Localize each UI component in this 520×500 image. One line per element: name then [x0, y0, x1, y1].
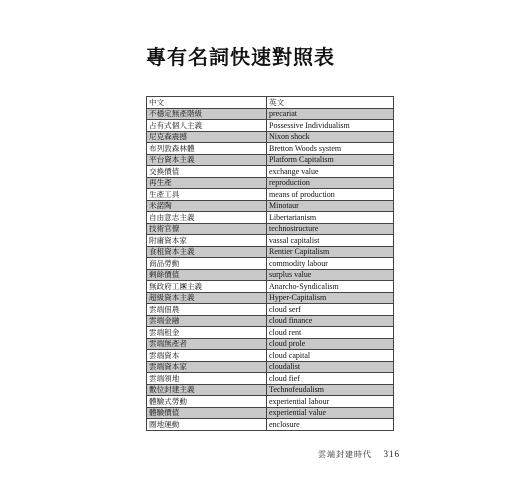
- column-header-english: 英文: [267, 97, 394, 109]
- term-english: experiential labour: [267, 396, 394, 408]
- term-english: Hyper-Capitalism: [267, 292, 394, 304]
- term-chinese: 體驗價值: [147, 407, 267, 419]
- term-chinese: 布列敦森林體: [147, 143, 267, 155]
- term-english: experiential value: [267, 407, 394, 419]
- page-number: 316: [383, 449, 400, 459]
- term-english: technostructure: [267, 223, 394, 235]
- term-english: cloudalist: [267, 361, 394, 373]
- table-row: [147, 223, 394, 235]
- table-row: [147, 154, 394, 166]
- term-english: means of production: [267, 189, 394, 201]
- term-chinese: 交換價值: [147, 166, 267, 178]
- term-chinese: 體驗式勞動: [147, 396, 267, 408]
- term-english: Rentier Capitalism: [267, 246, 394, 258]
- table-row: [147, 131, 394, 143]
- term-chinese: 剩餘價值: [147, 269, 267, 281]
- table-row: [147, 258, 394, 270]
- term-english: cloud prole: [267, 338, 394, 350]
- table-row: [147, 304, 394, 316]
- term-chinese: 商品勞動: [147, 258, 267, 270]
- table-row: [147, 269, 394, 281]
- term-english: Minotaur: [267, 200, 394, 212]
- term-english: Nixon shock: [267, 131, 394, 143]
- term-chinese: 附庸資本家: [147, 235, 267, 247]
- table-header-row: [147, 97, 394, 109]
- term-chinese: 自由意志主義: [147, 212, 267, 224]
- term-chinese: 雲端金融: [147, 315, 267, 327]
- term-english: vassal capitalist: [267, 235, 394, 247]
- term-chinese: 不穩定無產階級: [147, 108, 267, 120]
- term-chinese: 雲端領地: [147, 373, 267, 385]
- term-chinese: 雲端無產者: [147, 338, 267, 350]
- table-row: [147, 143, 394, 155]
- table-row: [147, 292, 394, 304]
- glossary-table: [146, 96, 394, 431]
- table-row: [147, 177, 394, 189]
- term-chinese: 尼克森震撼: [147, 131, 267, 143]
- term-chinese: 無政府工團主義: [147, 281, 267, 293]
- term-chinese: 雲端資本家: [147, 361, 267, 373]
- term-chinese: 超級資本主義: [147, 292, 267, 304]
- table-row: [147, 189, 394, 201]
- page-footer: [318, 449, 400, 460]
- term-chinese: 雲端佃農: [147, 304, 267, 316]
- term-chinese: 再生產: [147, 177, 267, 189]
- table-row: [147, 338, 394, 350]
- table-row: [147, 246, 394, 258]
- term-chinese: 雲端資本: [147, 350, 267, 362]
- term-english: enclosure: [267, 419, 394, 431]
- page-title: 專有名詞快速對照表: [146, 45, 335, 69]
- term-english: Possessive Individualism: [267, 120, 394, 132]
- term-english: exchange value: [267, 166, 394, 178]
- term-chinese: 米諾陶: [147, 200, 267, 212]
- term-chinese: 數位封建主義: [147, 384, 267, 396]
- term-english: cloud capital: [267, 350, 394, 362]
- table-row: [147, 327, 394, 339]
- table-row: [147, 200, 394, 212]
- table-row: [147, 419, 394, 431]
- term-chinese: 食租資本主義: [147, 246, 267, 258]
- term-english: Platform Capitalism: [267, 154, 394, 166]
- table-row: [147, 212, 394, 224]
- term-chinese: 占有式個人主義: [147, 120, 267, 132]
- table-row: [147, 396, 394, 408]
- term-english: cloud finance: [267, 315, 394, 327]
- term-chinese: 圈地運動: [147, 419, 267, 431]
- term-chinese: 生產工具: [147, 189, 267, 201]
- table-row: [147, 373, 394, 385]
- term-english: Technofeudalism: [267, 384, 394, 396]
- term-english: Anarcho-Syndicalism: [267, 281, 394, 293]
- term-english: surplus value: [267, 269, 394, 281]
- term-english: cloud serf: [267, 304, 394, 316]
- column-header-chinese: 中文: [147, 97, 267, 109]
- table-row: [147, 384, 394, 396]
- term-english: cloud rent: [267, 327, 394, 339]
- table-row: [147, 350, 394, 362]
- term-english: reproduction: [267, 177, 394, 189]
- table-row: [147, 407, 394, 419]
- table-row: [147, 315, 394, 327]
- term-english: precariat: [267, 108, 394, 120]
- glossary-body: [147, 108, 394, 430]
- table-row: [147, 281, 394, 293]
- term-english: commodity labour: [267, 258, 394, 270]
- table-row: [147, 361, 394, 373]
- term-english: Bretton Woods system: [267, 143, 394, 155]
- table-row: [147, 120, 394, 132]
- term-chinese: 平台資本主義: [147, 154, 267, 166]
- term-chinese: 雲端租金: [147, 327, 267, 339]
- term-chinese: 技術官僚: [147, 223, 267, 235]
- running-title: 雲端封建時代: [317, 450, 372, 459]
- term-english: Libertarianism: [267, 212, 394, 224]
- table-row: [147, 166, 394, 178]
- table-row: [147, 235, 394, 247]
- term-english: cloud fief: [267, 373, 394, 385]
- table-row: [147, 108, 394, 120]
